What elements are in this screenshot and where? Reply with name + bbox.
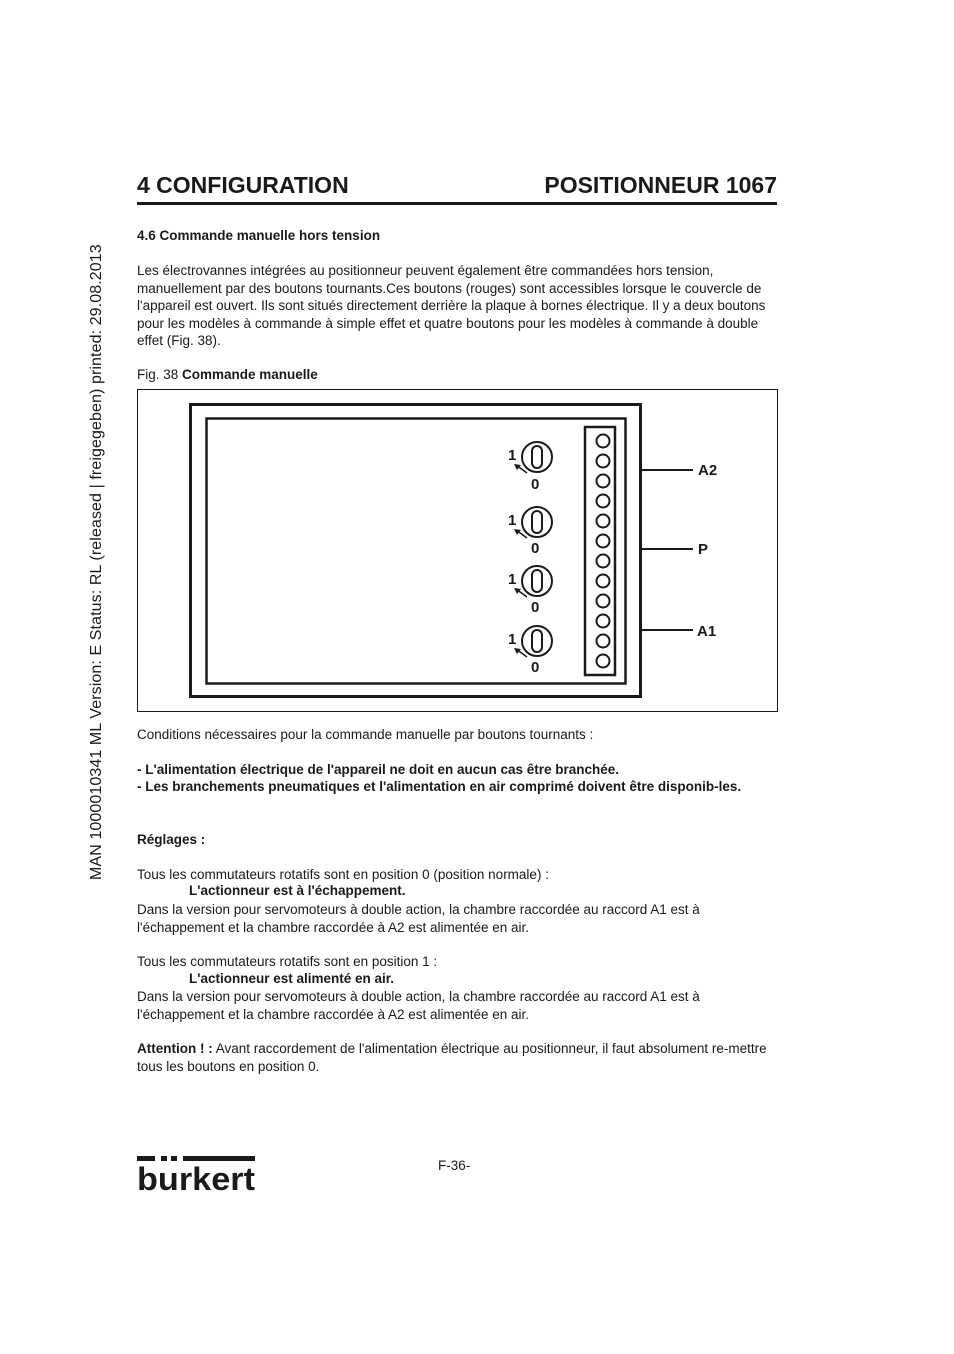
svg-text:burkert: burkert [137,1161,256,1194]
knob-2-position-1: 1 [508,512,517,529]
housing-inner-frame [207,419,626,684]
rotary-knob-4 [508,626,552,676]
burkert-logo [137,1156,257,1194]
conditions-intro: Conditions nécessaires pour la commande manuelle par boutons tournants : [137,727,594,742]
port-label-p: P [698,541,709,558]
attention-note [137,1040,782,1075]
manual-control-diagram [138,390,779,713]
condition-item-2: - Les branchements pneumatiques et l'alimentation en air comprimé doivent être disponib-les. [137,779,742,794]
terminal-holes [597,435,610,668]
attention-text: Avant raccordement de l'alimentation électrique au positionneur, il faut absolument re-mettre tous les boutons en position 0. [137,1041,767,1074]
knob-1-position-1: 1 [508,447,517,464]
rotary-knob-2 [508,507,552,557]
knob-3-position-0: 0 [531,599,540,616]
document-id-margin: MAN 1000010341 ML Version: E Status: RL (released | freigegeben) printed: 29.08.2013 [88,244,105,880]
chapter-title: 4 CONFIGURATION [137,172,349,198]
knob-4-position-1: 1 [508,631,517,648]
port-label-a1: A1 [697,623,717,640]
position-0-result: L'actionneur est à l'échappement. [189,883,406,898]
product-title: POSITIONNEUR 1067 [544,172,777,198]
terminal-strip [585,427,615,675]
rotary-knob-3 [508,566,552,616]
condition-item-1: - L'alimentation électrique de l'appareil ne doit en aucun cas être branchée. [137,762,620,777]
knob-2-position-0: 0 [531,540,540,557]
housing-outer-frame [191,405,641,697]
attention-label: Attention ! : [137,1041,213,1056]
position-0-detail: Dans la version pour servomoteurs à double action, la chambre raccordée au raccord A1 est à l'échappement et la chambre raccordée à A2 est alimentée en air. [137,902,700,935]
page-number: F-36- [438,1158,471,1173]
port-label-a2: A2 [698,462,718,479]
burkert-logo-mark [137,1156,257,1194]
knob-4-position-0: 0 [531,659,540,676]
position-1-result: L'actionneur est alimenté en air. [189,971,395,986]
rotary-knob-1 [508,442,552,493]
settings-heading: Réglages : [137,832,206,847]
position-1-detail: Dans la version pour servomoteurs à double action, la chambre raccordée au raccord A1 est à l'échappement et la chambre raccordée à A2 est alimentée en air. [137,989,700,1022]
knob-1-position-0: 0 [531,476,540,493]
figure-caption-prefix: Fig. 38 [137,367,183,382]
section-title: 4.6 Commande manuelle hors tension [137,228,381,243]
manual-control-figure [137,389,778,712]
figure-caption-title: Commande manuelle [182,367,318,382]
position-0-line: Tous les commutateurs rotatifs sont en position 0 (position normale) : [137,867,549,882]
position-1-line: Tous les commutateurs rotatifs sont en position 1 : [137,954,438,969]
knob-3-position-1: 1 [508,571,517,588]
figure-caption [137,367,318,382]
intro-paragraph: Les électrovannes intégrées au positionneur peuvent également être commandées hors tension, manuellement par des boutons tournants.Ces boutons (rouges) sont accessibles lorsque le couvercle de l'appareil est ouvert. Ils sont situés directement derrière la plaque à bornes électrique. Il y a deux boutons pour les modèles à commande à simple effet et quatre boutons pour les modèles à commande à double effet (Fig. 38). [137,263,766,348]
page-header [137,170,777,205]
